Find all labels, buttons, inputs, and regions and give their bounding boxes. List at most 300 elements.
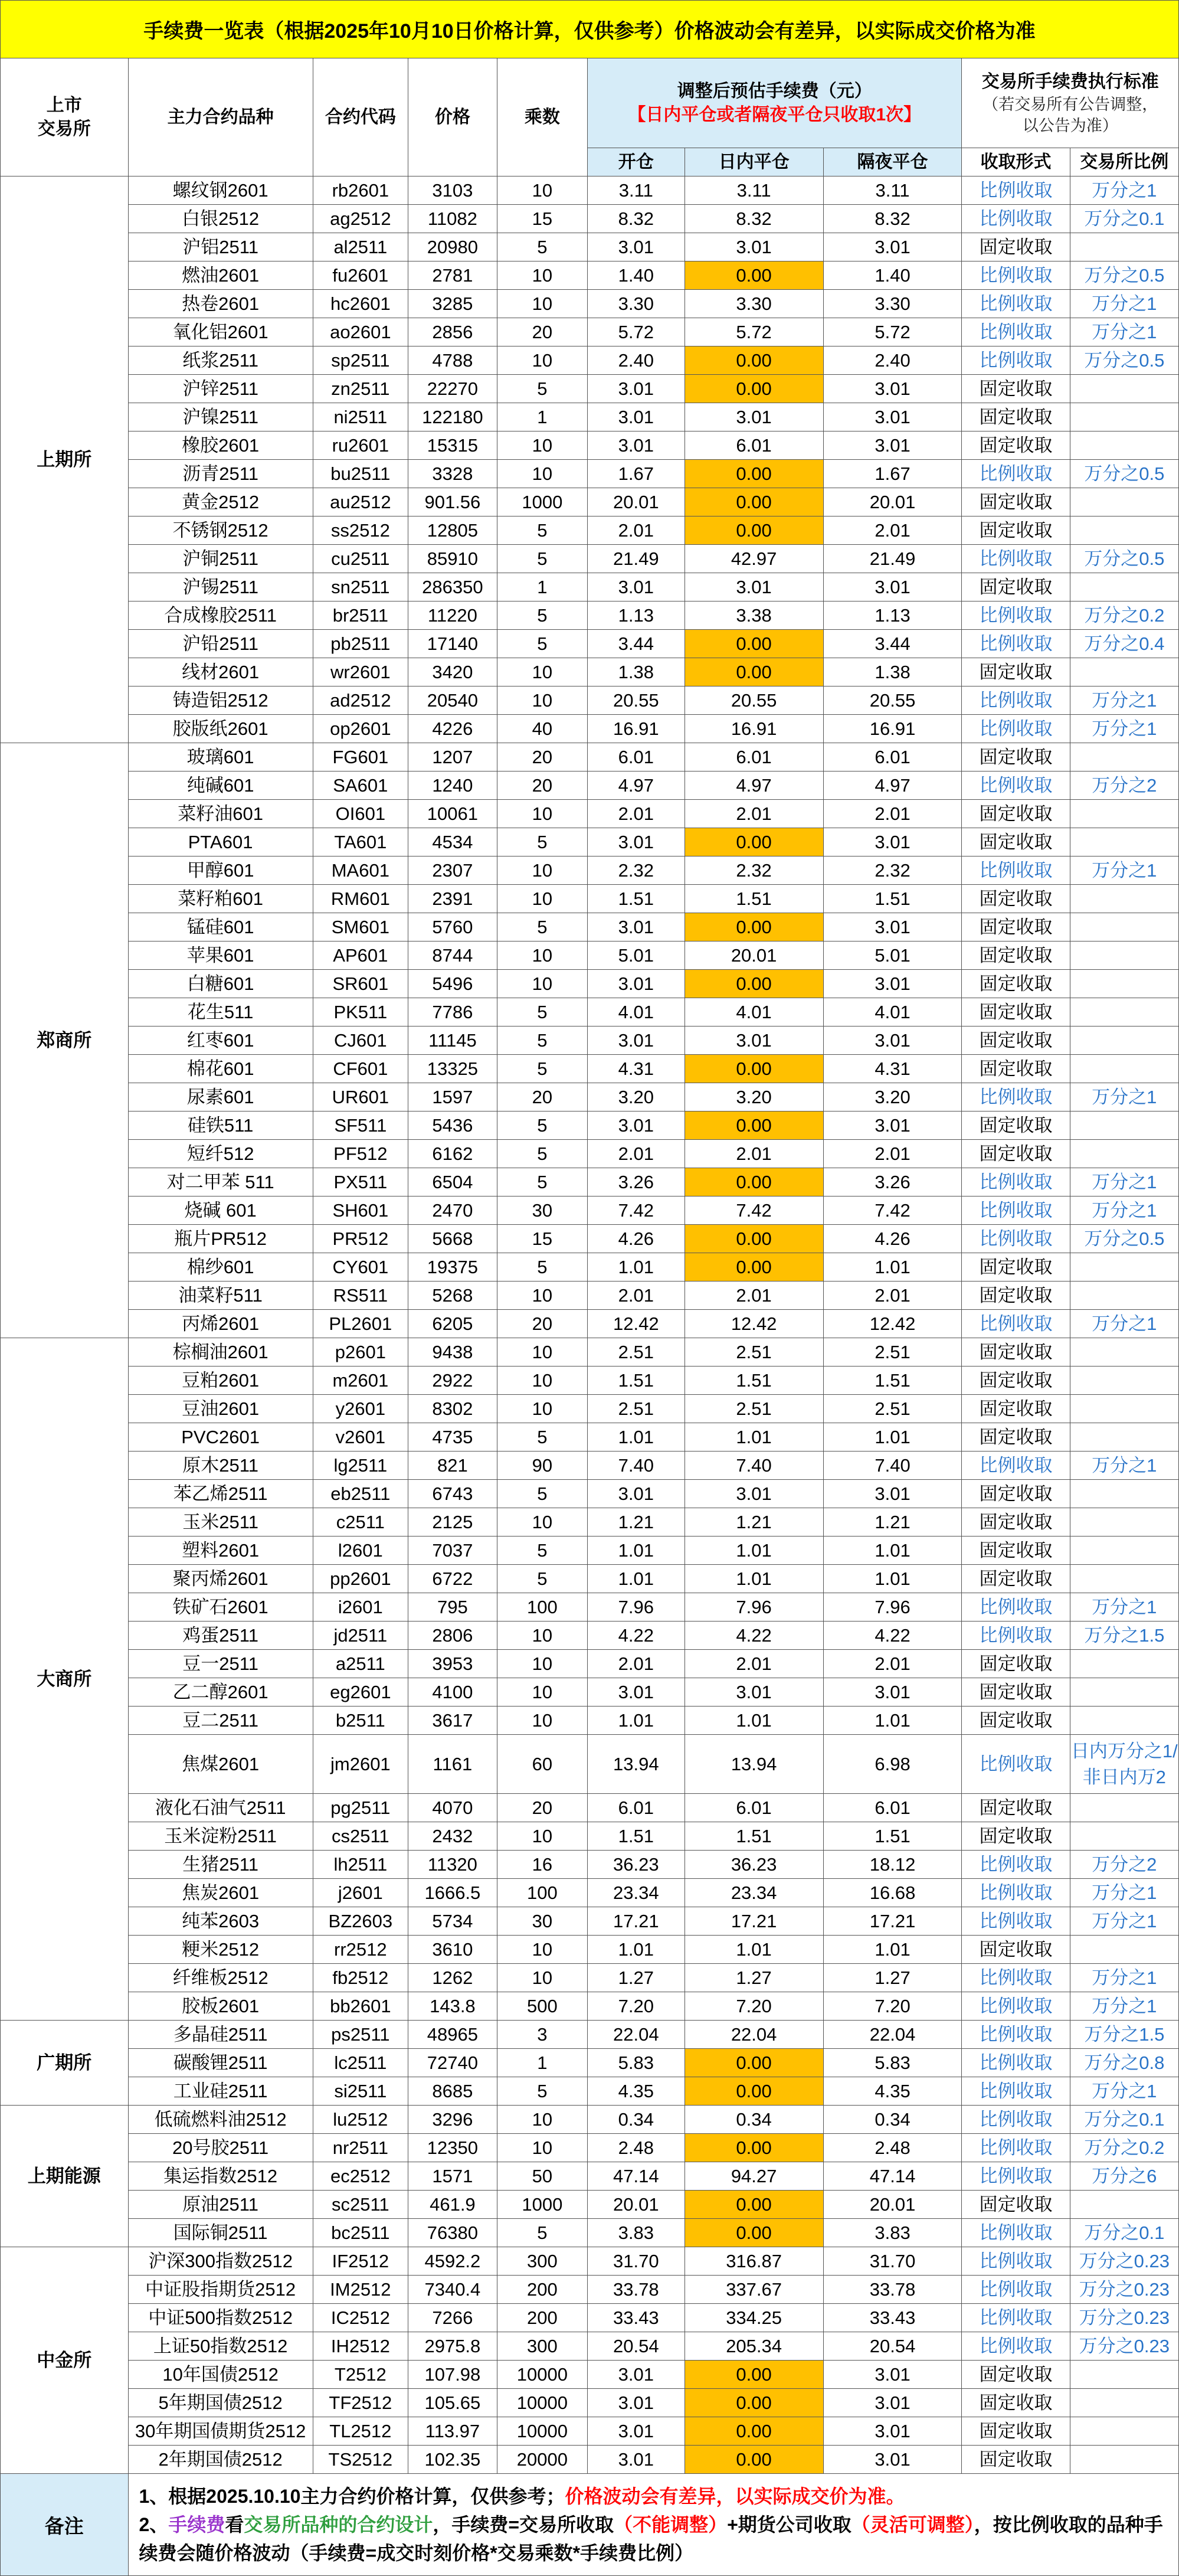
cell-exchange-ratio[interactable]: 万分之2 [1070,772,1178,800]
cell-intraday-close: 4.22 [685,1622,823,1650]
adjusted-fee-header [587,58,962,148]
cell-variety: 白糖601 [128,970,313,998]
table-row [1,290,1179,318]
cell-code: bc2511 [313,2219,408,2247]
cell-multiplier: 5 [497,630,587,658]
cell-code: IF2512 [313,2247,408,2276]
cell-intraday-close: 42.97 [685,545,823,573]
cell-exchange-ratio[interactable]: 万分之1 [1070,1964,1178,1992]
cell-multiplier: 30 [497,1907,587,1936]
cell-multiplier: 90 [497,1452,587,1480]
cell-exchange-ratio [1070,2446,1178,2474]
cell-variety: 玻璃601 [128,743,313,772]
exchange-name: 上期能源 [1,2106,129,2247]
cell-code: ni2511 [313,403,408,431]
table-row [1,1936,1179,1964]
cell-overnight-close: 1.01 [823,1707,962,1735]
cell-intraday-close: 0.00 [685,460,823,488]
cell-overnight-close: 16.68 [823,1879,962,1907]
cell-multiplier: 5 [497,1168,587,1197]
cell-code: fb2512 [313,1964,408,1992]
cell-code: TS2512 [313,2446,408,2474]
cell-collect-form[interactable]: 比例收取 [962,2021,1070,2049]
cell-variety: 生猪2511 [128,1851,313,1879]
cell-collect-form[interactable]: 比例收取 [962,601,1070,630]
cell-collect-form: 固定收取 [962,1936,1070,1964]
cell-collect-form: 固定收取 [962,1822,1070,1851]
cell-collect-form[interactable]: 比例收取 [962,545,1070,573]
cell-intraday-close: 2.01 [685,1282,823,1310]
cell-variety: 丙烯2601 [128,1310,313,1338]
cell-exchange-ratio[interactable]: 万分之1 [1070,1168,1178,1197]
cell-overnight-close: 1.01 [823,1253,962,1282]
cell-collect-form[interactable]: 比例收取 [962,1851,1070,1879]
cell-multiplier: 10000 [497,2389,587,2417]
cell-collect-form: 固定收取 [962,1678,1070,1707]
table-row [1,1964,1179,1992]
cell-overnight-close: 3.01 [823,431,962,460]
cell-exchange-ratio[interactable]: 万分之1.5 [1070,2021,1178,2049]
table-row [1,2304,1179,2332]
cell-open: 16.91 [587,715,685,743]
cell-code: ps2511 [313,2021,408,2049]
cell-collect-form[interactable]: 比例收取 [962,857,1070,885]
table-row [1,715,1179,743]
cell-open: 7.42 [587,1197,685,1225]
cell-variety: 铸造铝2512 [128,687,313,715]
cell-variety: 工业硅2511 [128,2077,313,2106]
cell-overnight-close: 2.01 [823,516,962,545]
cell-exchange-ratio[interactable]: 万分之0.1 [1070,205,1178,233]
cell-exchange-ratio [1070,1338,1178,1367]
cell-collect-form[interactable]: 比例收取 [962,2219,1070,2247]
cell-price: 4100 [408,1678,497,1707]
table-row [1,772,1179,800]
col-header-intraday-close: 日内平仓 [685,148,823,176]
cell-collect-form: 固定收取 [962,2446,1070,2474]
cell-open: 7.96 [587,1593,685,1622]
table-row [1,1310,1179,1338]
cell-exchange-ratio[interactable]: 万分之0.1 [1070,2219,1178,2247]
cell-collect-form[interactable]: 比例收取 [962,1622,1070,1650]
cell-overnight-close: 1.51 [823,885,962,913]
cell-code: p2601 [313,1338,408,1367]
cell-exchange-ratio [1070,970,1178,998]
cell-variety: 线材2601 [128,658,313,687]
table-row [1,1452,1179,1480]
cell-variety: 胶板2601 [128,1992,313,2021]
cell-exchange-ratio[interactable]: 万分之1 [1070,1197,1178,1225]
cell-variety: 苹果601 [128,942,313,970]
cell-open: 1.51 [587,1822,685,1851]
note-2-part-b: 手续费 [168,2514,225,2535]
table-row [1,318,1179,346]
cell-code: eg2601 [313,1678,408,1707]
cell-collect-form[interactable]: 比例收取 [962,318,1070,346]
cell-open: 3.11 [587,176,685,205]
cell-exchange-ratio[interactable]: 万分之1 [1070,1879,1178,1907]
cell-collect-form[interactable]: 比例收取 [962,2247,1070,2276]
cell-open: 3.26 [587,1168,685,1197]
cell-code: si2511 [313,2077,408,2106]
table-row [1,1794,1179,1822]
cell-intraday-close: 1.21 [685,1508,823,1537]
cell-exchange-ratio[interactable]: 万分之0.5 [1070,261,1178,290]
cell-open: 3.01 [587,233,685,261]
cell-multiplier: 10 [497,1964,587,1992]
cell-collect-form: 固定收取 [962,1650,1070,1678]
cell-price: 20540 [408,687,497,715]
cell-collect-form[interactable]: 比例收取 [962,1907,1070,1936]
cell-exchange-ratio[interactable]: 万分之0.5 [1070,1225,1178,1253]
cell-collect-form[interactable]: 比例收取 [962,460,1070,488]
cell-overnight-close: 2.51 [823,1395,962,1423]
cell-overnight-close: 3.26 [823,1168,962,1197]
cell-price: 795 [408,1593,497,1622]
cell-overnight-close: 33.78 [823,2276,962,2304]
table-row [1,1622,1179,1650]
cell-exchange-ratio[interactable]: 万分之0.2 [1070,2134,1178,2162]
cell-exchange-ratio[interactable]: 万分之1 [1070,687,1178,715]
cell-intraday-close: 6.01 [685,431,823,460]
table-row [1,205,1179,233]
cell-price: 102.35 [408,2446,497,2474]
table-row [1,1879,1179,1907]
cell-variety: 沪深300指数2512 [128,2247,313,2276]
cell-variety: 不锈钢2512 [128,516,313,545]
cell-collect-form[interactable]: 比例收取 [962,1310,1070,1338]
cell-price: 5436 [408,1112,497,1140]
cell-collect-form: 固定收取 [962,1253,1070,1282]
cell-collect-form[interactable]: 比例收取 [962,630,1070,658]
cell-exchange-ratio[interactable]: 万分之2 [1070,1851,1178,1879]
cell-collect-form[interactable]: 比例收取 [962,346,1070,375]
table-row [1,1395,1179,1423]
cell-exchange-ratio[interactable]: 万分之6 [1070,2162,1178,2191]
cell-multiplier: 1 [497,573,587,601]
cell-collect-form[interactable]: 比例收取 [962,2049,1070,2077]
cell-exchange-ratio[interactable]: 万分之0.5 [1070,460,1178,488]
cell-multiplier: 20 [497,318,587,346]
cell-exchange-ratio[interactable]: 万分之1 [1070,290,1178,318]
cell-exchange-ratio[interactable]: 万分之1 [1070,857,1178,885]
cell-open: 3.01 [587,431,685,460]
table-row [1,998,1179,1027]
cell-multiplier: 10 [497,176,587,205]
cell-variety: 鸡蛋2511 [128,1622,313,1650]
cell-collect-form[interactable]: 比例收取 [962,1225,1070,1253]
cell-overnight-close: 3.01 [823,233,962,261]
cell-overnight-close: 2.40 [823,346,962,375]
cell-intraday-close: 23.34 [685,1879,823,1907]
cell-intraday-close: 3.20 [685,1083,823,1112]
cell-multiplier: 10 [497,800,587,828]
cell-open: 1.51 [587,1367,685,1395]
cell-price: 17140 [408,630,497,658]
cell-exchange-ratio [1070,1565,1178,1593]
cell-intraday-close: 0.00 [685,1225,823,1253]
cell-intraday-close: 4.01 [685,998,823,1027]
cell-variety: 锰硅601 [128,913,313,942]
cell-code: SH601 [313,1197,408,1225]
cell-collect-form[interactable]: 比例收取 [962,1879,1070,1907]
cell-variety: 苯乙烯2511 [128,1480,313,1508]
cell-collect-form[interactable]: 比例收取 [962,2332,1070,2361]
cell-exchange-ratio[interactable]: 万分之1 [1070,318,1178,346]
table-row [1,1282,1179,1310]
cell-collect-form[interactable]: 比例收取 [962,205,1070,233]
cell-price: 3420 [408,658,497,687]
cell-price: 19375 [408,1253,497,1282]
cell-exchange-ratio[interactable]: 万分之0.2 [1070,601,1178,630]
cell-variety: 豆粕2601 [128,1367,313,1395]
cell-collect-form[interactable]: 比例收取 [962,290,1070,318]
cell-exchange-ratio[interactable]: 万分之1 [1070,1992,1178,2021]
cell-price: 3617 [408,1707,497,1735]
cell-overnight-close: 4.35 [823,2077,962,2106]
cell-collect-form[interactable]: 比例收取 [962,715,1070,743]
cell-exchange-ratio[interactable]: 万分之1 [1070,1083,1178,1112]
cell-intraday-close: 6.01 [685,743,823,772]
cell-overnight-close: 21.49 [823,545,962,573]
cell-intraday-close: 17.21 [685,1907,823,1936]
cell-collect-form[interactable]: 比例收取 [962,176,1070,205]
cell-code: SA601 [313,772,408,800]
notes-label: 备注 [1,2474,129,2576]
table-row [1,1112,1179,1140]
cell-exchange-ratio [1070,431,1178,460]
cell-collect-form[interactable]: 比例收取 [962,1964,1070,1992]
cell-multiplier: 10 [497,942,587,970]
cell-multiplier: 5 [497,2077,587,2106]
cell-collect-form[interactable]: 比例收取 [962,261,1070,290]
cell-price: 2922 [408,1367,497,1395]
cell-price: 2806 [408,1622,497,1650]
exchange-standard-header [962,58,1179,148]
cell-exchange-ratio[interactable]: 万分之0.5 [1070,346,1178,375]
cell-exchange-ratio [1070,1112,1178,1140]
cell-overnight-close: 2.01 [823,1140,962,1168]
cell-overnight-close: 3.20 [823,1083,962,1112]
cell-intraday-close: 1.01 [685,1565,823,1593]
cell-open: 20.01 [587,488,685,516]
cell-open: 2.01 [587,1650,685,1678]
cell-price: 1262 [408,1964,497,1992]
cell-multiplier: 1 [497,2049,587,2077]
cell-multiplier: 10 [497,687,587,715]
cell-open: 4.01 [587,998,685,1027]
cell-collect-form: 固定收取 [962,1338,1070,1367]
cell-exchange-ratio[interactable]: 万分之0.23 [1070,2276,1178,2304]
cell-exchange-ratio [1070,1055,1178,1083]
cell-variety: 中证500指数2512 [128,2304,313,2332]
cell-collect-form: 固定收取 [962,743,1070,772]
cell-overnight-close: 2.01 [823,1650,962,1678]
cell-exchange-ratio[interactable]: 万分之0.1 [1070,2106,1178,2134]
cell-open: 2.01 [587,1140,685,1168]
cell-collect-form[interactable]: 比例收取 [962,1593,1070,1622]
cell-multiplier: 5 [497,1565,587,1593]
table-row [1,1140,1179,1168]
cell-collect-form[interactable]: 比例收取 [962,2134,1070,2162]
cell-open: 0.34 [587,2106,685,2134]
cell-price: 2391 [408,885,497,913]
cell-exchange-ratio [1070,885,1178,913]
cell-variety: 白银2512 [128,205,313,233]
table-row [1,2049,1179,2077]
cell-overnight-close: 1.51 [823,1367,962,1395]
cell-multiplier: 10 [497,885,587,913]
cell-open: 1.01 [587,1565,685,1593]
cell-exchange-ratio[interactable]: 万分之1 [1070,1907,1178,1936]
cell-price: 122180 [408,403,497,431]
table-row [1,1707,1179,1735]
cell-exchange-ratio[interactable]: 万分之0.4 [1070,630,1178,658]
cell-collect-form[interactable]: 比例收取 [962,2276,1070,2304]
cell-collect-form[interactable]: 比例收取 [962,2162,1070,2191]
cell-open: 4.22 [587,1622,685,1650]
table-row [1,2446,1179,2474]
cell-open: 3.01 [587,1480,685,1508]
col-header-exchange-ratio: 交易所比例 [1070,148,1178,176]
cell-collect-form[interactable]: 比例收取 [962,1735,1070,1794]
cell-price: 11082 [408,205,497,233]
cell-exchange-ratio [1070,1794,1178,1822]
notes-text [128,2474,1179,2576]
cell-open: 3.01 [587,2389,685,2417]
cell-multiplier: 10 [497,1338,587,1367]
cell-collect-form[interactable]: 比例收取 [962,1992,1070,2021]
cell-multiplier: 200 [497,2304,587,2332]
cell-exchange-ratio[interactable]: 万分之1 [1070,176,1178,205]
cell-code: PK511 [313,998,408,1027]
cell-exchange-ratio[interactable]: 万分之1 [1070,1593,1178,1622]
cell-code: jd2511 [313,1622,408,1650]
cell-variety: 氧化铝2601 [128,318,313,346]
cell-collect-form: 固定收取 [962,998,1070,1027]
cell-variety: 沥青2511 [128,460,313,488]
cell-collect-form: 固定收取 [962,1480,1070,1508]
cell-collect-form[interactable]: 比例收取 [962,772,1070,800]
cell-exchange-ratio[interactable]: 万分之0.8 [1070,2049,1178,2077]
cell-variety: 菜籽粕601 [128,885,313,913]
cell-code: lg2511 [313,1452,408,1480]
cell-collect-form[interactable]: 比例收取 [962,1197,1070,1225]
table-row [1,800,1179,828]
cell-collect-form[interactable]: 比例收取 [962,2304,1070,2332]
cell-code: c2511 [313,1508,408,1537]
cell-collect-form[interactable]: 比例收取 [962,2077,1070,2106]
cell-collect-form: 固定收取 [962,233,1070,261]
cell-collect-form[interactable]: 比例收取 [962,2106,1070,2134]
cell-overnight-close: 3.30 [823,290,962,318]
cell-price: 6722 [408,1565,497,1593]
cell-exchange-ratio[interactable]: 万分之1.5 [1070,1622,1178,1650]
cell-multiplier: 5 [497,233,587,261]
cell-exchange-ratio[interactable]: 万分之1 [1070,1310,1178,1338]
cell-exchange-ratio [1070,516,1178,545]
cell-variety: 原木2511 [128,1452,313,1480]
cell-variety: 玉米2511 [128,1508,313,1537]
cell-multiplier: 5 [497,913,587,942]
cell-price: 2975.8 [408,2332,497,2361]
cell-collect-form[interactable]: 比例收取 [962,687,1070,715]
cell-open: 31.70 [587,2247,685,2276]
cell-open: 4.26 [587,1225,685,1253]
table-row [1,460,1179,488]
cell-variety: 沪锡2511 [128,573,313,601]
cell-exchange-ratio[interactable]: 万分之1 [1070,1452,1178,1480]
cell-exchange-ratio [1070,2361,1178,2389]
table-row [1,1367,1179,1395]
cell-variety: 豆油2601 [128,1395,313,1423]
cell-open: 8.32 [587,205,685,233]
cell-exchange-ratio[interactable]: 万分之1 [1070,715,1178,743]
table-row [1,601,1179,630]
table-row [1,1508,1179,1537]
cell-variety: 玉米淀粉2511 [128,1822,313,1851]
cell-open: 3.01 [587,913,685,942]
col-header-code: 合约代码 [313,58,408,176]
cell-exchange-ratio[interactable]: 万分之1 [1070,2077,1178,2106]
cell-intraday-close: 94.27 [685,2162,823,2191]
cell-price: 72740 [408,2049,497,2077]
cell-code: IH2512 [313,2332,408,2361]
cell-intraday-close: 0.00 [685,261,823,290]
cell-exchange-ratio[interactable]: 万分之0.23 [1070,2332,1178,2361]
fee-rows [1,176,1179,2474]
cell-code: PL2601 [313,1310,408,1338]
table-row [1,2106,1179,2134]
cell-exchange-ratio [1070,573,1178,601]
cell-overnight-close: 3.01 [823,1112,962,1140]
cell-code: jm2601 [313,1735,408,1794]
cell-overnight-close: 1.51 [823,1822,962,1851]
cell-intraday-close: 2.51 [685,1395,823,1423]
cell-collect-form[interactable]: 比例收取 [962,1168,1070,1197]
cell-code: wr2601 [313,658,408,687]
cell-multiplier: 5 [497,516,587,545]
cell-exchange-ratio[interactable]: 万分之0.23 [1070,2247,1178,2276]
cell-exchange-ratio[interactable]: 万分之0.23 [1070,2304,1178,2332]
cell-overnight-close: 0.34 [823,2106,962,2134]
cell-overnight-close: 3.01 [823,970,962,998]
table-row [1,1678,1179,1707]
table-row [1,1338,1179,1367]
cell-collect-form[interactable]: 比例收取 [962,1083,1070,1112]
cell-exchange-ratio[interactable]: 万分之0.5 [1070,545,1178,573]
cell-code: bu2511 [313,460,408,488]
cell-price: 7037 [408,1537,497,1565]
cell-open: 3.83 [587,2219,685,2247]
col-header-collect-form: 收取形式 [962,148,1070,176]
cell-open: 3.01 [587,1112,685,1140]
table-row [1,1992,1179,2021]
cell-collect-form: 固定收取 [962,942,1070,970]
cell-exchange-ratio [1070,1253,1178,1282]
cell-multiplier: 10 [497,1707,587,1735]
cell-intraday-close: 1.51 [685,1822,823,1851]
cell-multiplier: 5 [497,1423,587,1452]
cell-exchange-ratio[interactable]: 日内万分之1/ 非日内万2 [1070,1735,1178,1794]
cell-variety: 棉花601 [128,1055,313,1083]
cell-exchange-ratio [1070,403,1178,431]
cell-collect-form[interactable]: 比例收取 [962,1452,1070,1480]
cell-variety: 铁矿石2601 [128,1593,313,1622]
cell-multiplier: 5 [497,1055,587,1083]
cell-exchange-ratio [1070,1282,1178,1310]
cell-intraday-close: 0.00 [685,346,823,375]
